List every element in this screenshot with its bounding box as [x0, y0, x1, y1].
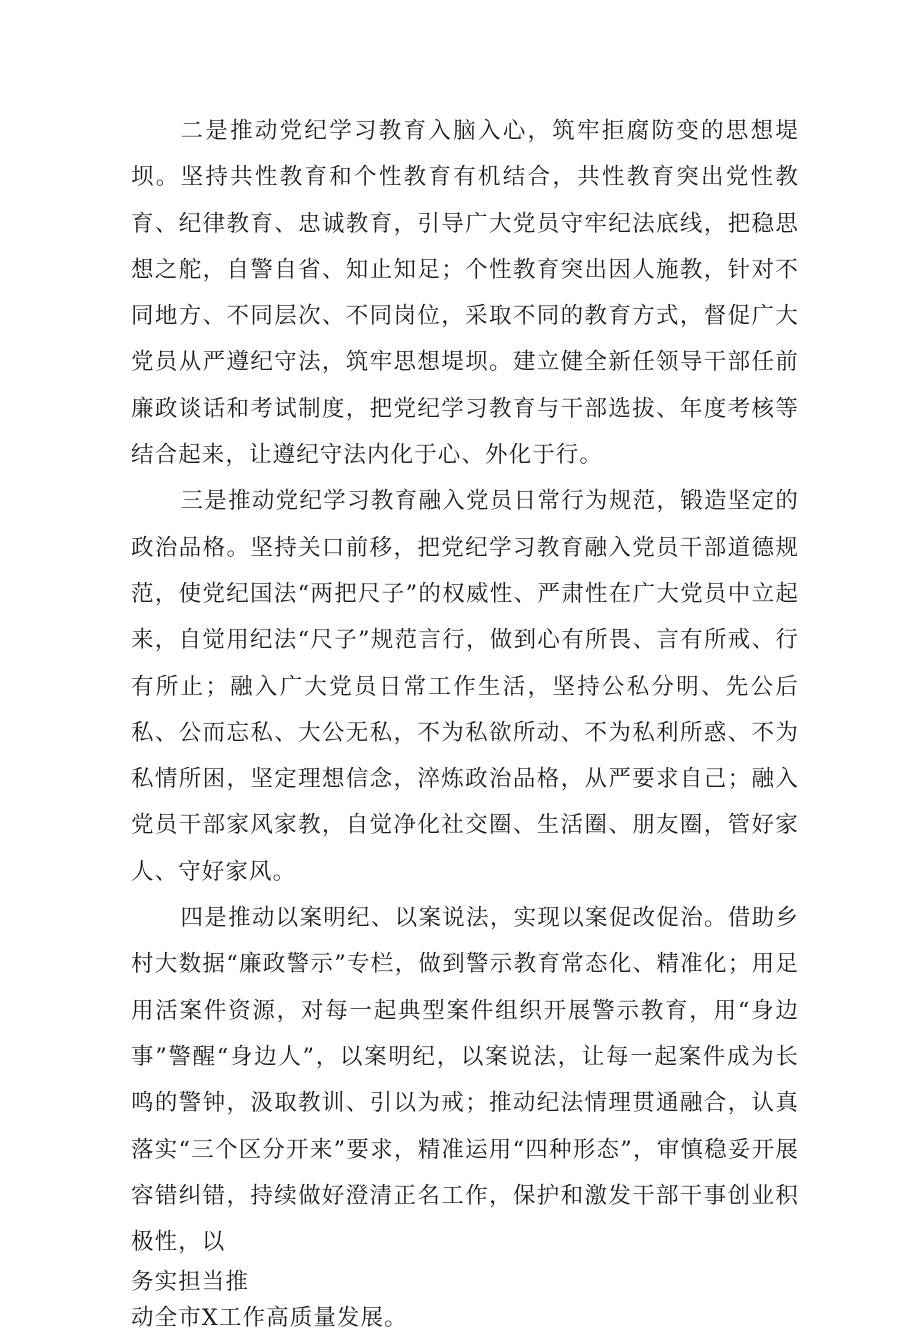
document-body	[131, 108, 799, 1337]
paragraph-2: 二是推动党纪学习教育入脑入心，筑牢拒腐防变的思想堤坝。坚持共性教育和个性教育有机结合，共性教育突出党性教育、纪律教育、忠诚教育，引导广大党员守牢纪法底线，把稳思想之舵，自警自省、知止知足；个性教育突出因人施教，针对不同地方、不同层次、不同岗位，采取不同的教育方式，督促广大党员从严遵纪守法，筑牢思想堤坝。建立健全新任领导干部任前廉政谈话和考试制度，把党纪学习教育与干部选拔、年度考核等结合起来，让遵纪守法内化于心、外化于行。	[131, 118, 799, 469]
paragraph-4-tail-line-2: 动全市X工作高质量发展。	[131, 1305, 408, 1332]
paragraph-3: 三是推动党纪学习教育融入党员日常行为规范，锻造坚定的政治品格。坚持关口前移，把党纪学习教育融入党员干部道德规范，使党纪国法“两把尺子”的权威性、严肃性在广大党员中立起来，自觉用纪法“尺子”规范言行，做到心有所畏、言有所戒、行有所止；融入广大党员日常工作生活，坚持公私分明、先公后私、公而忘私、大公无私，不为私欲所动、不为私利所惑、不为私情所困，坚定理想信念，淬炼政治品格，从严要求自己；融入党员干部家风家教，自觉净化社交圈、生活圈、朋友圈，管好家人、守好家风。	[131, 488, 799, 885]
paragraph-4-tail-line-1: 务实担当推	[131, 1269, 250, 1296]
paragraph-4: 四是推动以案明纪、以案说法，实现以案促改促治。借助乡村大数据“廉政警示”专栏，做到警示教育常态化、精准化；用足用活案件资源，对每一起典型案件组织开展警示教育，用“身边事”警醒“身边人”，以案明纪，以案说法，让每一起案件成为长鸣的警钟，汲取教训、引以为戒；推动纪法情理贯通融合，认真落实“三个区分开来”要求，精准运用“四种形态”，审慎稳妥开展容错纠错，持续做好澄清正名工作，保护和激发干部干事创业积极性，以	[131, 905, 799, 1256]
